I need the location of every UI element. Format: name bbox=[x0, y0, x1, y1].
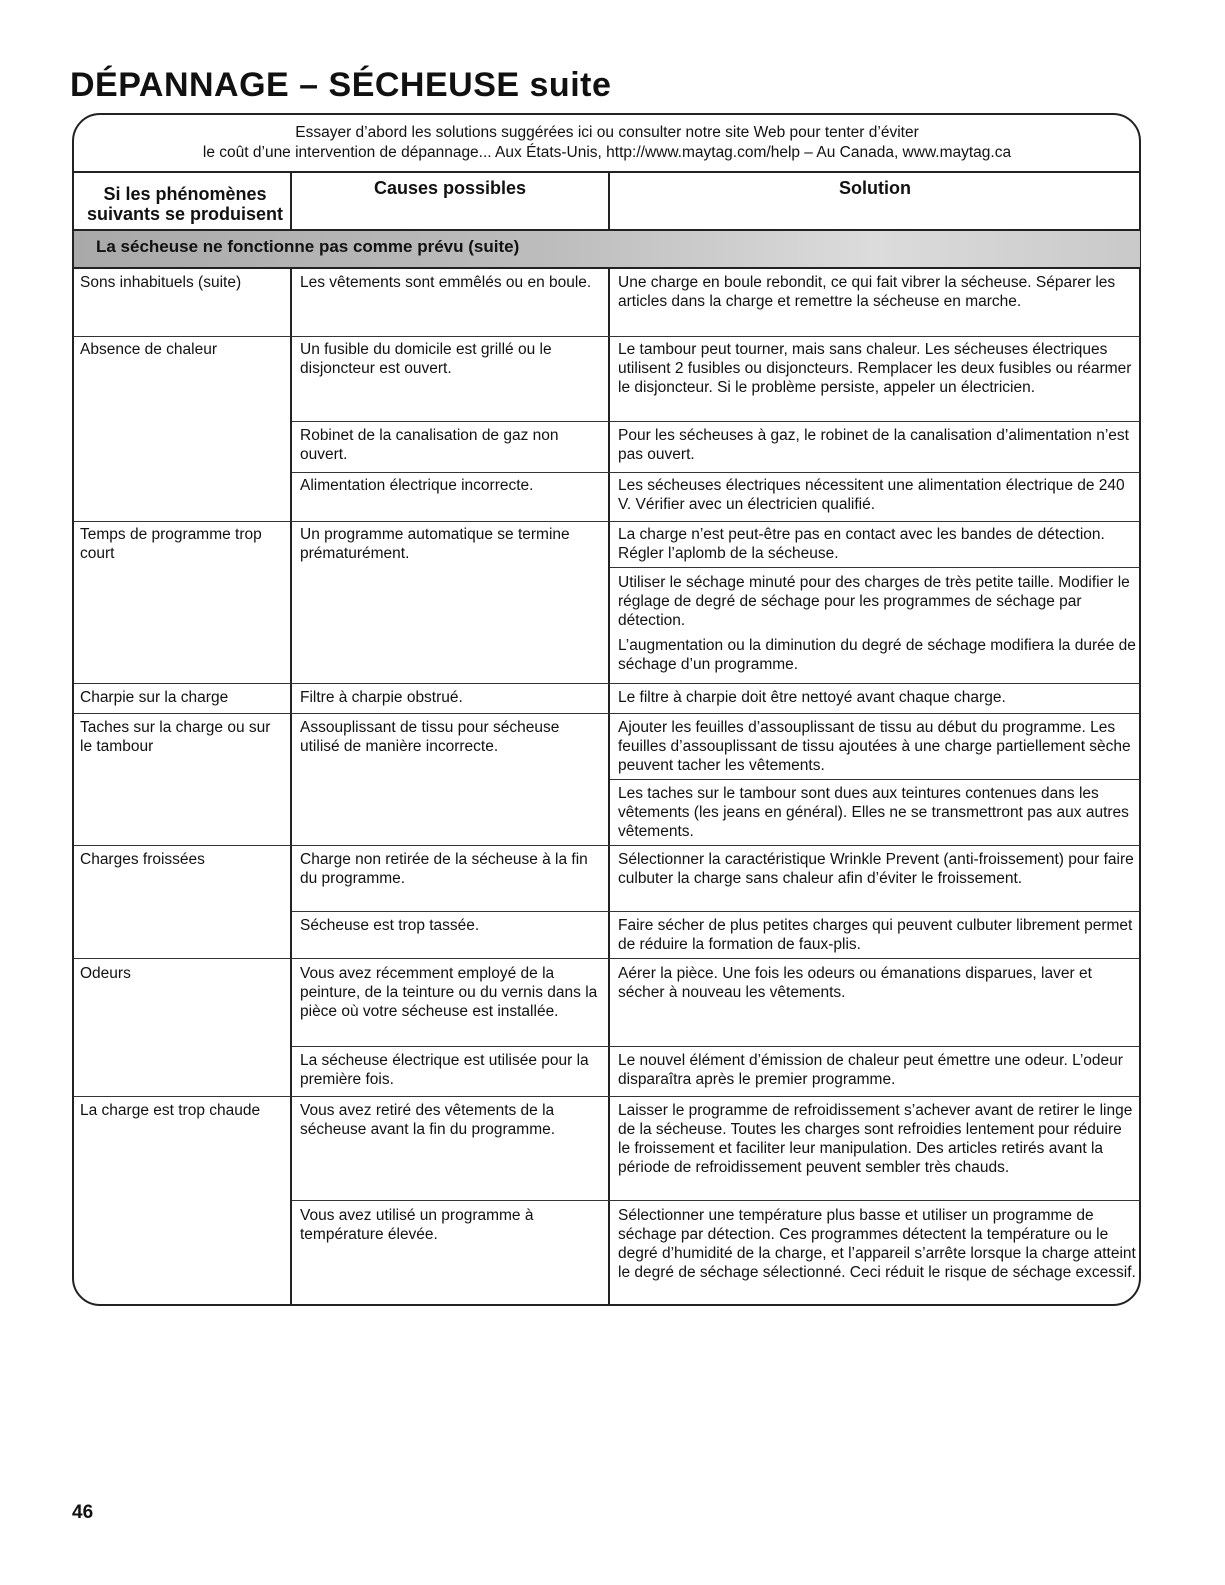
row-separator bbox=[74, 336, 1140, 337]
solution-cell: Ajouter les feuilles d’assouplissant de tissu au début du programme. Les feuilles d’assouplissant de tissu ajoutées à une charge partiellement sèche peuvent tacher les vêtements. bbox=[618, 719, 1131, 774]
solution-cell: Utiliser le séchage minuté pour des charges de très petite taille. Modifier le réglage de degré de séchage pour les programmes de séchage par détection. bbox=[618, 574, 1130, 629]
cause-cell: La sécheuse électrique est utilisée pour la première fois. bbox=[300, 1052, 589, 1088]
page-number: 46 bbox=[72, 1502, 94, 1523]
solution-cell: Le tambour peut tourner, mais sans chaleur. Les sécheuses électriques utilisent 2 fusibles ou disjoncteurs. Remplacer les deux fusibles ou réarmer le disjoncteur. Si le problème persiste, appeler un électricien. bbox=[618, 341, 1132, 396]
solution-cell: Les sécheuses électriques nécessitent une alimentation électrique de 240 V. Vérifier avec un électricien qualifié. bbox=[618, 477, 1125, 513]
cause-cell: Sécheuse est trop tassée. bbox=[300, 917, 480, 934]
row-separator bbox=[74, 1096, 1140, 1097]
header-solution: Solution bbox=[839, 178, 911, 198]
intro-text bbox=[74, 123, 1140, 163]
cause-separator bbox=[292, 911, 1140, 912]
solution-cell: Pour les sécheuses à gaz, le robinet de la canalisation d’alimentation n’est pas ouvert. bbox=[618, 427, 1129, 463]
solution-cell: Une charge en boule rebondit, ce qui fait vibrer la sécheuse. Séparer les articles dans la charge et remettre la sécheuse en marche. bbox=[618, 274, 1116, 310]
row-separator bbox=[74, 958, 1140, 959]
symptom-cell: La charge est trop chaude bbox=[80, 1102, 261, 1119]
header-symptom: Si les phénomènes suivants se produisent bbox=[86, 184, 284, 224]
cause-cell: Assouplissant de tissu pour sécheuse utilisé de manière incorrecte. bbox=[300, 719, 560, 755]
solution-separator bbox=[610, 567, 1140, 568]
cause-cell: Charge non retirée de la sécheuse à la fin du programme. bbox=[300, 851, 588, 887]
cause-cell: Un programme automatique se termine prématurément. bbox=[300, 526, 570, 562]
solution-cell: Sélectionner la caractéristique Wrinkle Prevent (anti-froissement) pour faire culbuter la charge sans chaleur afin d’éviter le froissement. bbox=[618, 851, 1134, 887]
cause-cell: Vous avez utilisé un programme à température élevée. bbox=[300, 1207, 534, 1243]
intro-line-2: le coût d’une intervention de dépannage... Aux États-Unis, http://www.maytag.com/help – Au Canada, www.maytag.ca bbox=[202, 144, 1012, 161]
row-separator bbox=[74, 713, 1140, 714]
row-separator bbox=[74, 521, 1140, 522]
solution-cell: Sélectionner une température plus basse et utiliser un programme de séchage par détection. Ces programmes détectent la température ou le degré d’humidité de la charge, et l’appareil s’arrête lorsque la charge atteint le degré de séchage sélectionné. Ceci réduit le risque de séchage excessif. bbox=[618, 1207, 1136, 1281]
solution-cell: Aérer la pièce. Une fois les odeurs ou émanations disparues, laver et sécher à nouveau les vêtements. bbox=[618, 965, 1092, 1001]
solution-cell: L’augmentation ou la diminution du degré de séchage modifiera la durée de séchage d’un programme. bbox=[618, 637, 1136, 673]
intro-line-1: Essayer d’abord les solutions suggérées ici ou consulter notre site Web pour tenter d’éviter bbox=[295, 124, 919, 141]
symptom-cell: Absence de chaleur bbox=[80, 341, 218, 358]
cause-cell: Robinet de la canalisation de gaz non ouvert. bbox=[300, 427, 559, 463]
symptom-cell: Sons inhabituels (suite) bbox=[80, 274, 242, 291]
row-separator bbox=[74, 845, 1140, 846]
symptom-cell: Temps de programme trop court bbox=[80, 526, 262, 562]
column-divider bbox=[608, 171, 610, 231]
cause-separator bbox=[292, 421, 1140, 422]
column-divider bbox=[290, 171, 292, 231]
cause-separator bbox=[292, 1046, 1140, 1047]
solution-cell: Le filtre à charpie doit être nettoyé avant chaque charge. bbox=[618, 689, 1006, 706]
symptom-cell: Taches sur la charge ou sur le tambour bbox=[80, 719, 271, 755]
header-divider bbox=[74, 171, 1140, 173]
column-divider bbox=[290, 267, 292, 1305]
cause-cell: Les vêtements sont emmêlés ou en boule. bbox=[300, 274, 592, 291]
cause-separator bbox=[292, 472, 1140, 473]
cause-cell: Alimentation électrique incorrecte. bbox=[300, 477, 534, 494]
solution-cell: La charge n’est peut-être pas en contact avec les bandes de détection. Régler l’aplomb de la sécheuse. bbox=[618, 526, 1105, 562]
row-separator bbox=[74, 683, 1140, 684]
symptom-cell: Odeurs bbox=[80, 965, 131, 982]
symptom-cell: Charges froissées bbox=[80, 851, 205, 868]
solution-cell: Faire sécher de plus petites charges qui peuvent culbuter librement permet de réduire la formation de faux-plis. bbox=[618, 917, 1133, 953]
solution-cell: Les taches sur le tambour sont dues aux teintures contenues dans les vêtements (les jeans en général). Elles ne se transmettront pas aux autres vêtements. bbox=[618, 785, 1129, 840]
header-causes: Causes possibles bbox=[373, 178, 527, 198]
cause-cell: Vous avez récemment employé de la peinture, de la teinture ou du vernis dans la pièce où votre sécheuse est installée. bbox=[300, 965, 598, 1020]
cause-cell: Un fusible du domicile est grillé ou le disjoncteur est ouvert. bbox=[300, 341, 552, 377]
column-divider bbox=[608, 267, 610, 1305]
cause-separator bbox=[292, 1200, 1140, 1201]
solution-separator bbox=[610, 779, 1140, 780]
symptom-cell: Charpie sur la charge bbox=[80, 689, 229, 706]
section-title: La sécheuse ne fonctionne pas comme prévu (suite) bbox=[96, 237, 520, 256]
solution-cell: Le nouvel élément d’émission de chaleur peut émettre une odeur. L’odeur disparaîtra après le premier programme. bbox=[618, 1052, 1123, 1088]
solution-cell: Laisser le programme de refroidissement s’achever avant de retirer le linge de la sécheuse. Toutes les charges sont refroidies lentement pour réduire le froissement et faciliter leur manipulation. Des articles retirés avant la période de refroidissement peuvent sembler très chauds. bbox=[618, 1102, 1133, 1176]
cause-cell: Vous avez retiré des vêtements de la sécheuse avant la fin du programme. bbox=[300, 1102, 556, 1138]
cause-cell: Filtre à charpie obstrué. bbox=[300, 689, 463, 706]
page-title: DÉPANNAGE – SÉCHEUSE suite bbox=[70, 66, 612, 104]
